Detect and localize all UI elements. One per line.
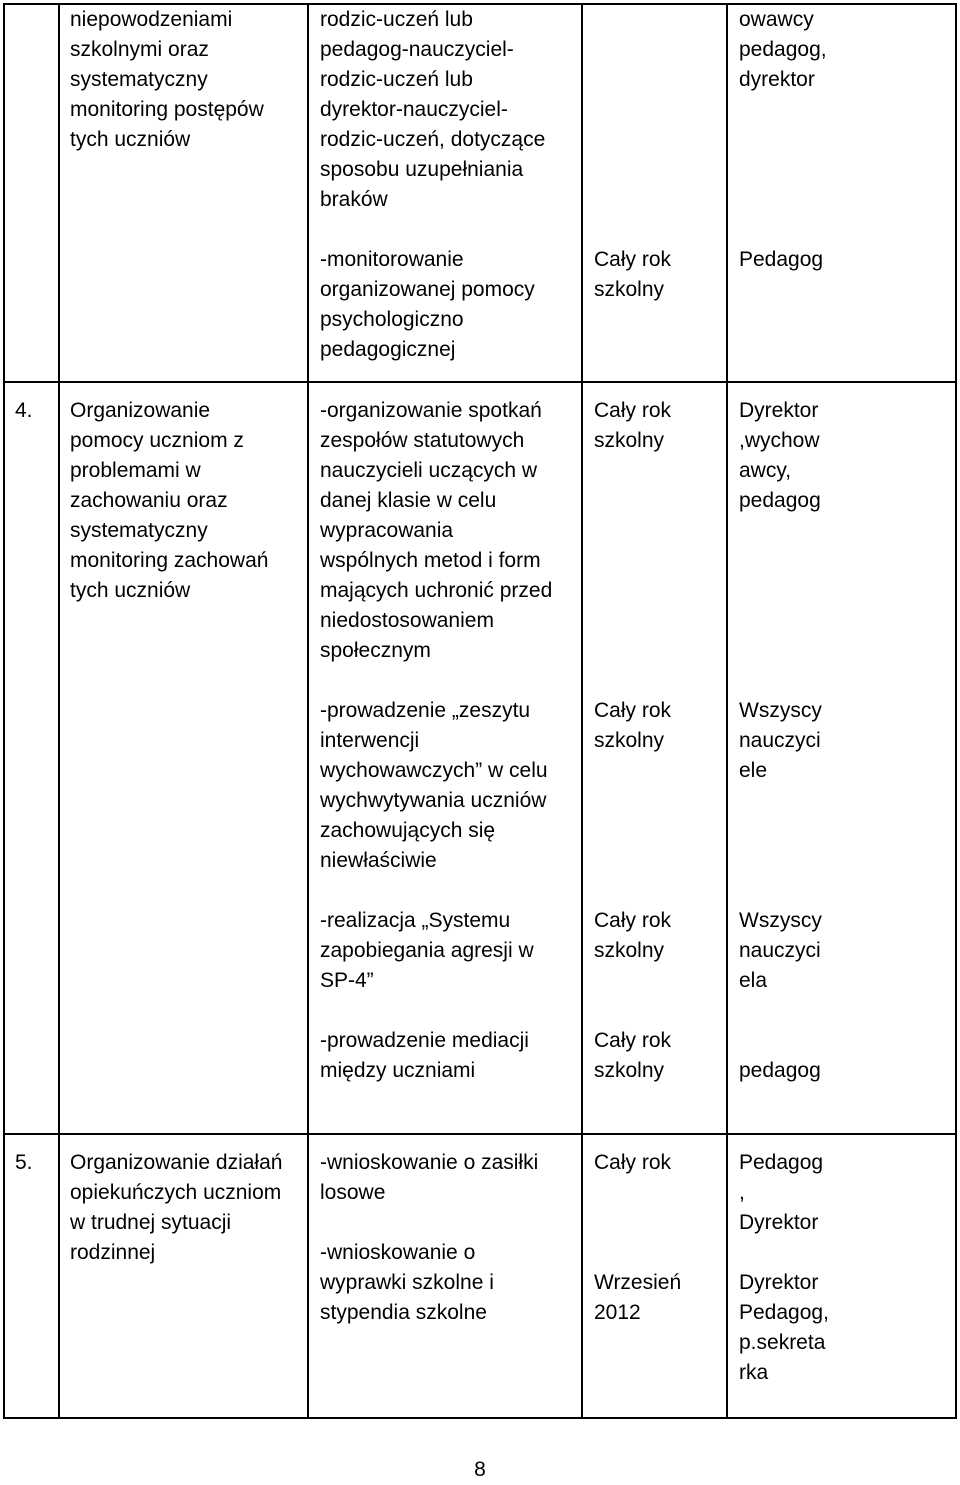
table-divider-col4 [726, 3, 728, 1419]
table-divider-col2 [307, 3, 309, 1419]
table-cell-actions: -wnioskowanie o zasiłki losowe -wnioskowanie o wyprawki szkolne i stypendia szkolne [320, 1151, 539, 1324]
table-cell-number: 4. [15, 399, 33, 422]
table-border-bottom [3, 1417, 957, 1419]
table-row-divider [3, 381, 957, 383]
table-divider-col3 [581, 3, 583, 1419]
table-cell-responsible: Pedagog , Dyrektor Dyrektor Pedagog, p.sekreta rka [739, 1151, 829, 1384]
page-number: 8 [474, 1458, 486, 1481]
table-cell-task: Organizowanie pomocy uczniom z problemami w zachowaniu oraz systematyczny monitoring zachowań tych uczniów [70, 399, 269, 602]
table-cell-responsible: owawcy pedagog, dyrektor Pedagog [739, 8, 827, 271]
table-cell-task: niepowodzeniami szkolnymi oraz systematyczny monitoring postępów tych uczniów [70, 8, 264, 151]
table-cell-term: Cały rok szkolny Cały rok szkolny Cały rok szkolny Cały rok szkolny [594, 399, 672, 1082]
table-cell-number: 5. [15, 1151, 33, 1174]
table-cell-actions: -organizowanie spotkań zespołów statutowych nauczycieli uczących w danej klasie w celu wypracowania wspólnych metod i form mających uchronić przed niedostosowaniem społecznym -prowadzenie „zeszytu interwencji wychowawczych” w celu wychwytywania uczniów zachowujących się niewłaściwie -realizacja „Systemu zapobiegania agresji w SP-4” -prowadzenie mediacji między uczniami [320, 399, 553, 1082]
table-cell-responsible: Dyrektor ,wychow awcy, pedagog Wszyscy nauczyci ele Wszyscy nauczyci ela pedagog [739, 399, 822, 1082]
table-cell-actions: rodzic-uczeń lub pedagog-nauczyciel- rodzic-uczeń lub dyrektor-nauczyciel- rodzic-uczeń, dotyczące sposobu uzupełniania braków -monitorowanie organizowanej pomocy psychologiczno pedagogicznej [320, 8, 546, 361]
table-border-right [955, 3, 957, 1419]
table-cell-term: Cały rok szkolny [594, 248, 672, 301]
table-cell-task: Organizowanie działań opiekuńczych uczniom w trudnej sytuacji rodzinnej [70, 1151, 283, 1264]
table-row-divider [3, 1133, 957, 1135]
table-border-left [3, 3, 5, 1419]
table-divider-col1 [58, 3, 60, 1419]
table-cell-term: Cały rok Wrzesień 2012 [594, 1151, 682, 1324]
